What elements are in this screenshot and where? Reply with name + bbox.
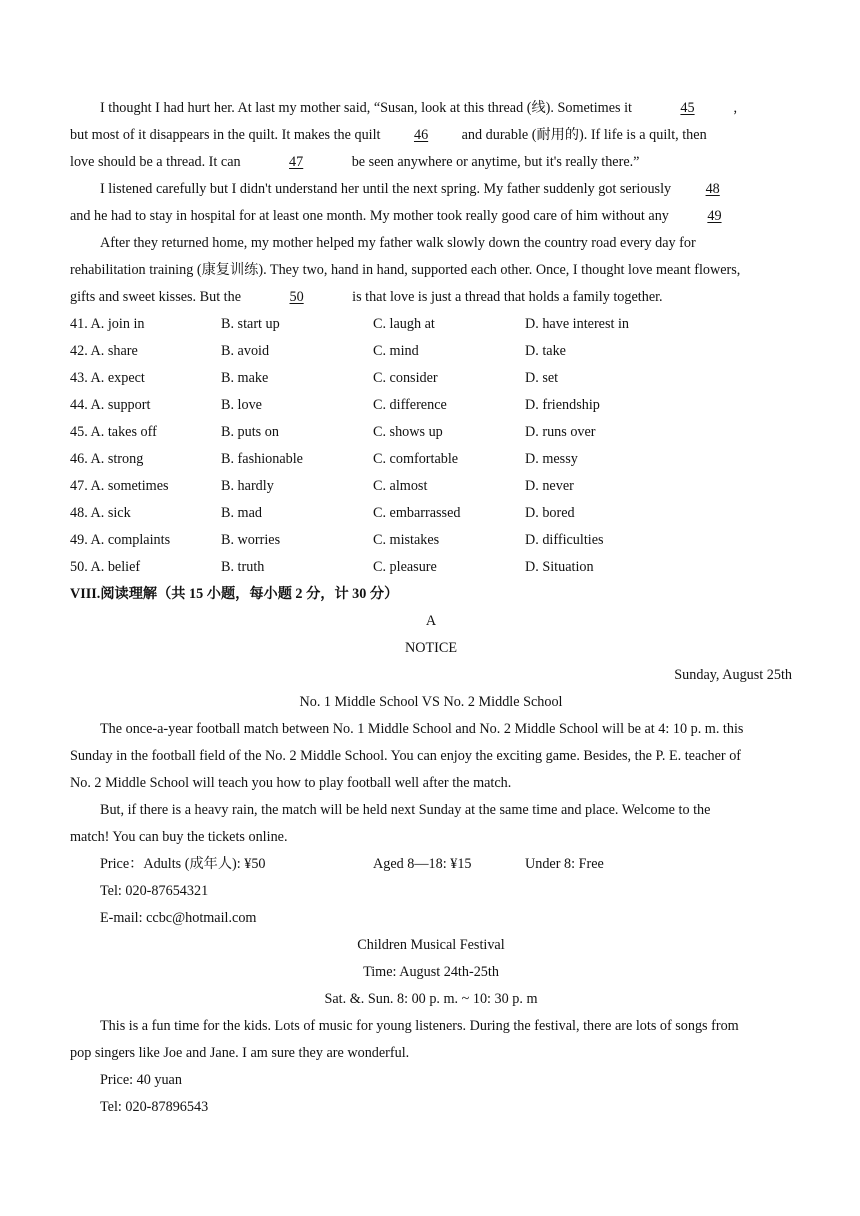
price-row bbox=[70, 851, 792, 878]
option-a: 48. A. sick bbox=[70, 505, 131, 521]
option-c: C. consider bbox=[373, 370, 438, 386]
price-under: Under 8: Free bbox=[525, 856, 604, 872]
option-a: 46. A. strong bbox=[70, 451, 144, 467]
option-c: C. mind bbox=[373, 343, 419, 359]
option-c: C. comfortable bbox=[373, 451, 459, 467]
paragraph-line: This is a fun time for the kids. Lots of music for young listeners. During the festival, there are lots of songs from bbox=[100, 1018, 739, 1034]
option-a: 41. A. join in bbox=[70, 316, 145, 332]
option-c: C. pleasure bbox=[373, 559, 437, 575]
paragraph-line: The once-a-year football match between No. 1 Middle School and No. 2 Middle School will be at 4: 10 p. m. this bbox=[100, 721, 744, 737]
text: I listened carefully but I didn't understand her until the next spring. My father suddenly got seriously bbox=[100, 181, 672, 197]
option-b: B. hardly bbox=[221, 478, 274, 494]
option-c: C. embarrassed bbox=[373, 505, 461, 521]
option-a: 45. A. takes off bbox=[70, 424, 157, 440]
notice-title: NOTICE bbox=[404, 640, 457, 656]
option-d: D. never bbox=[525, 478, 574, 494]
option-a: 47. A. sometimes bbox=[70, 478, 169, 494]
option-b: B. fashionable bbox=[221, 451, 303, 467]
match-tel: Tel: 020-87654321 bbox=[100, 883, 209, 899]
options-row bbox=[70, 500, 792, 527]
option-d: D. difficulties bbox=[525, 532, 604, 548]
option-d: D. runs over bbox=[525, 424, 596, 440]
option-d: D. have interest in bbox=[525, 316, 630, 332]
option-d: D. friendship bbox=[525, 397, 600, 413]
text: After they returned home, my mother helped my father walk slowly down the country road every day for bbox=[100, 235, 696, 251]
option-b: B. love bbox=[221, 397, 262, 413]
festival-title: Children Musical Festival bbox=[357, 937, 505, 953]
price-adults: Price：Adults (成年人): ¥50 bbox=[100, 856, 266, 872]
option-b: B. make bbox=[221, 370, 269, 386]
match-email: E-mail: ccbc@hotmail.com bbox=[100, 910, 257, 926]
option-c: C. difference bbox=[373, 397, 447, 413]
option-a: 43. A. expect bbox=[70, 370, 145, 386]
blank-46: 46 bbox=[413, 127, 429, 143]
option-b: B. start up bbox=[221, 316, 280, 332]
options-row bbox=[70, 419, 792, 446]
cloze-line bbox=[70, 284, 792, 311]
blank-49: 49 bbox=[707, 208, 722, 224]
options-row bbox=[70, 365, 792, 392]
cloze-line bbox=[70, 95, 792, 122]
option-b: B. worries bbox=[221, 532, 281, 548]
option-b: B. mad bbox=[221, 505, 262, 521]
option-a: 50. A. belief bbox=[70, 559, 141, 575]
option-b: B. truth bbox=[221, 559, 265, 575]
text: and he had to stay in hospital for at least one month. My mother took really good care of him without any bbox=[70, 208, 669, 224]
cloze-line bbox=[70, 122, 792, 149]
option-c: C. almost bbox=[373, 478, 428, 494]
option-d: D. bored bbox=[525, 505, 575, 521]
options-row bbox=[70, 527, 792, 554]
cloze-line bbox=[70, 176, 792, 203]
option-d: D. set bbox=[525, 370, 559, 386]
section-heading: VIII.阅读理解（共 15 小题，每小题 2 分，计 30 分） bbox=[70, 586, 399, 602]
festival-price: Price: 40 yuan bbox=[100, 1072, 182, 1088]
text: I thought I had hurt her. At last my mother said, “Susan, look at this thread (线). Sometimes it bbox=[100, 100, 632, 116]
option-a: 44. A. support bbox=[70, 397, 151, 413]
paragraph-line: pop singers like Joe and Jane. I am sure they are wonderful. bbox=[70, 1045, 410, 1061]
blank-48: 48 bbox=[705, 181, 720, 197]
option-c: C. laugh at bbox=[373, 316, 435, 332]
blank-45: 45 bbox=[680, 100, 695, 116]
option-d: D. take bbox=[525, 343, 566, 359]
paragraph-line: Sunday in the football field of the No. 2 Middle School. You can enjoy the exciting game. Besides, the P. E. teacher of bbox=[70, 748, 742, 764]
options-row bbox=[70, 311, 792, 338]
passage-letter: A bbox=[425, 613, 437, 629]
blank-50: 50 bbox=[289, 289, 304, 305]
option-c: C. shows up bbox=[373, 424, 443, 440]
price-aged: Aged 8—18: ¥15 bbox=[373, 856, 472, 872]
option-a: 42. A. share bbox=[70, 343, 138, 359]
cloze-line bbox=[70, 230, 792, 257]
cloze-line bbox=[70, 257, 792, 284]
options-row bbox=[70, 446, 792, 473]
option-d: D. messy bbox=[525, 451, 578, 467]
option-d: D. Situation bbox=[525, 559, 594, 575]
festival-tel: Tel: 020-87896543 bbox=[100, 1099, 209, 1115]
options-row bbox=[70, 338, 792, 365]
text: , bbox=[733, 100, 738, 116]
paragraph-line: But, if there is a heavy rain, the match will be held next Sunday at the same time and place. Welcome to the bbox=[100, 802, 711, 818]
text: love should be a thread. It can bbox=[70, 154, 241, 170]
text: is that love is just a thread that holds a family together. bbox=[352, 289, 663, 305]
text: rehabilitation training (康复训练). They two, hand in hand, supported each other. Once, I thought love meant flowers, bbox=[70, 262, 741, 278]
notice-date: Sunday, August 25th bbox=[674, 667, 792, 683]
text: but most of it disappears in the quilt. It makes the quilt bbox=[70, 127, 381, 143]
match-title: No. 1 Middle School VS No. 2 Middle School bbox=[299, 694, 563, 710]
option-a: 49. A. complaints bbox=[70, 532, 171, 548]
paragraph-line: No. 2 Middle School will teach you how to play football well after the match. bbox=[70, 775, 512, 791]
text: be seen anywhere or anytime, but it's really there.” bbox=[351, 154, 640, 170]
cloze-line bbox=[70, 149, 792, 176]
option-b: B. avoid bbox=[221, 343, 270, 359]
blank-47: 47 bbox=[289, 154, 304, 170]
option-b: B. puts on bbox=[221, 424, 279, 440]
options-row bbox=[70, 554, 792, 581]
option-c: C. mistakes bbox=[373, 532, 440, 548]
text: gifts and sweet kisses. But the bbox=[70, 289, 242, 305]
options-row bbox=[70, 392, 792, 419]
festival-time: Time: August 24th-25th bbox=[363, 964, 499, 980]
festival-hours: Sat. &. Sun. 8: 00 p. m. ~ 10: 30 p. m bbox=[324, 991, 538, 1007]
options-row bbox=[70, 473, 792, 500]
paragraph-line: match! You can buy the tickets online. bbox=[70, 829, 288, 845]
text: and durable (耐用的). If life is a quilt, then bbox=[461, 127, 707, 143]
cloze-line bbox=[70, 203, 792, 230]
